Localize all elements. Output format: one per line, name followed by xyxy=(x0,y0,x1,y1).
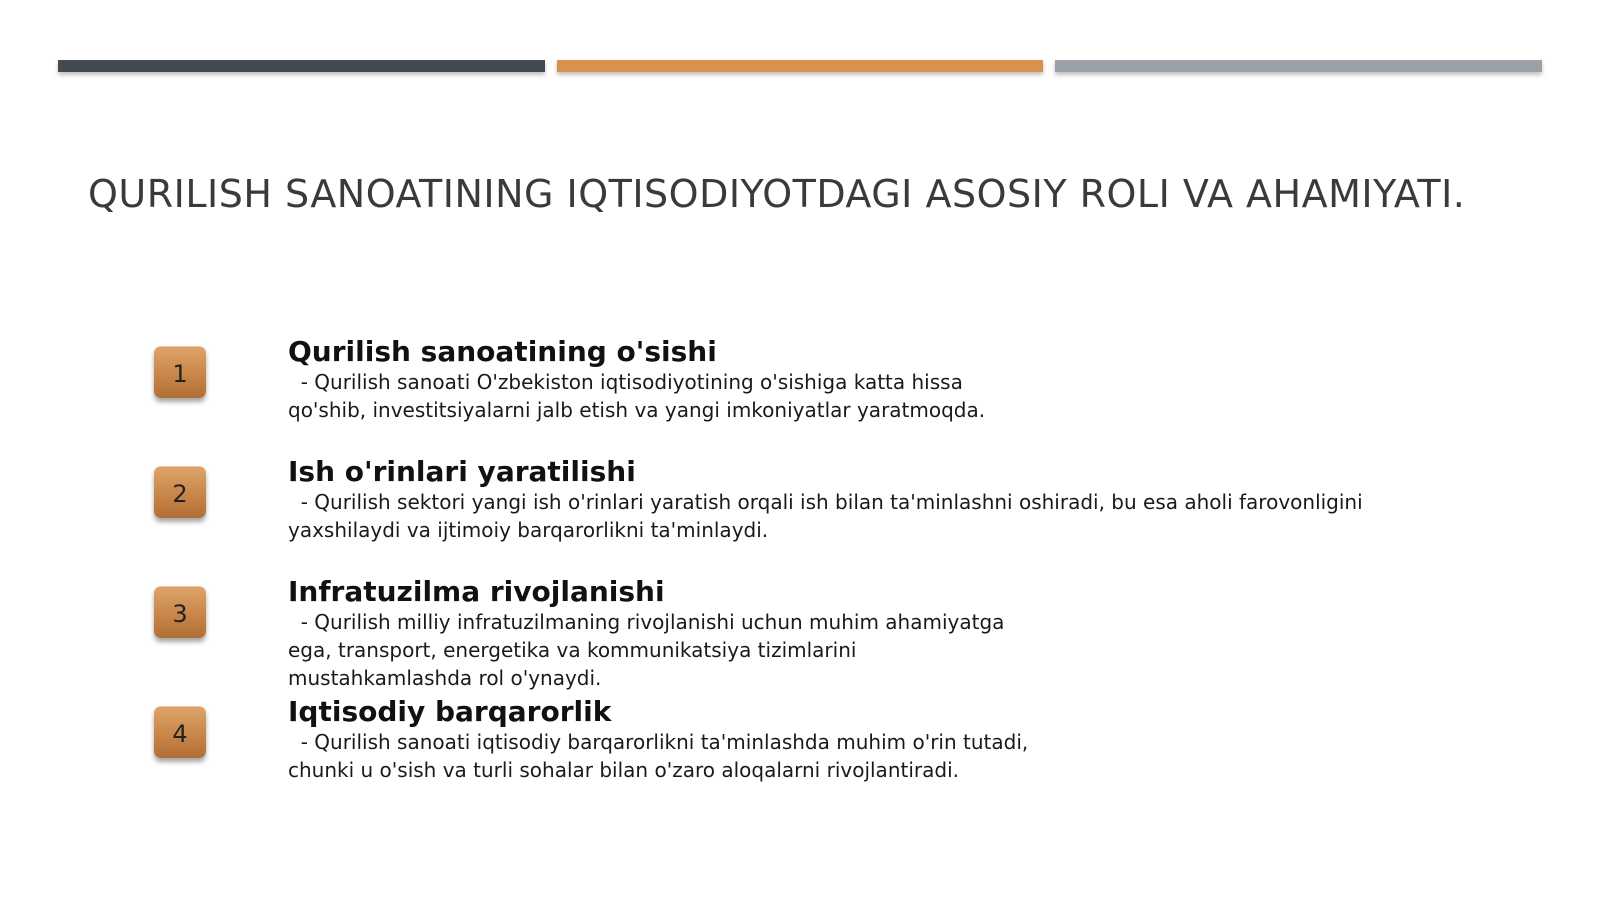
number-badge: 1 xyxy=(154,346,206,398)
list-item-description: - Qurilish milliy infratuzilmaning rivojlanishi uchun muhim ahamiyatga ega, transport, energetika va kommunikatsiya tizimlarini mustahkamlashda rol o'ynaydi. xyxy=(288,610,1005,690)
top-bar-orange xyxy=(557,60,1044,72)
list-item-description: - Qurilish sanoati O'zbekiston iqtisodiyotining o'sishiga katta hissa qo'shib, investitsiyalarni jalb etish va yangi imkoniyatlar yaratmoqda. xyxy=(288,370,986,422)
top-bar-gray xyxy=(1055,60,1542,72)
list-item-content xyxy=(288,696,1468,784)
list-item-heading: Ish o'rinlari yaratilishi xyxy=(288,455,636,488)
list-item-description: - Qurilish sanoati iqtisodiy barqarorlikni ta'minlashda muhim o'rin tutadi, chunki u o'sish va turli sohalar bilan o'zaro aloqalarni rivojlantiradi. xyxy=(288,730,1029,782)
slide-title: QURILISH SANOATINING IQTISODIYOTDAGI ASOSIY ROLI VA AHAMIYATI. xyxy=(88,172,1466,216)
top-bar-dark xyxy=(58,60,545,72)
list-item-heading: Iqtisodiy barqarorlik xyxy=(288,695,612,728)
list-item-content xyxy=(288,336,1468,424)
list-item-heading: Qurilish sanoatining o'sishi xyxy=(288,335,717,368)
top-decorative-bars xyxy=(58,60,1542,72)
list-item-heading: Infratuzilma rivojlanishi xyxy=(288,575,665,608)
number-badge: 3 xyxy=(154,586,206,638)
number-badge: 4 xyxy=(154,706,206,758)
list-item-content xyxy=(288,456,1468,544)
list-item-description: - Qurilish sektori yangi ish o'rinlari yaratish orqali ish bilan ta'minlashni oshiradi, bu esa aholi farovonligini yaxshilaydi va ijtimoiy barqarorlikni ta'minlaydi. xyxy=(288,490,1363,542)
number-badge: 2 xyxy=(154,466,206,518)
list-item-content xyxy=(288,576,1468,692)
